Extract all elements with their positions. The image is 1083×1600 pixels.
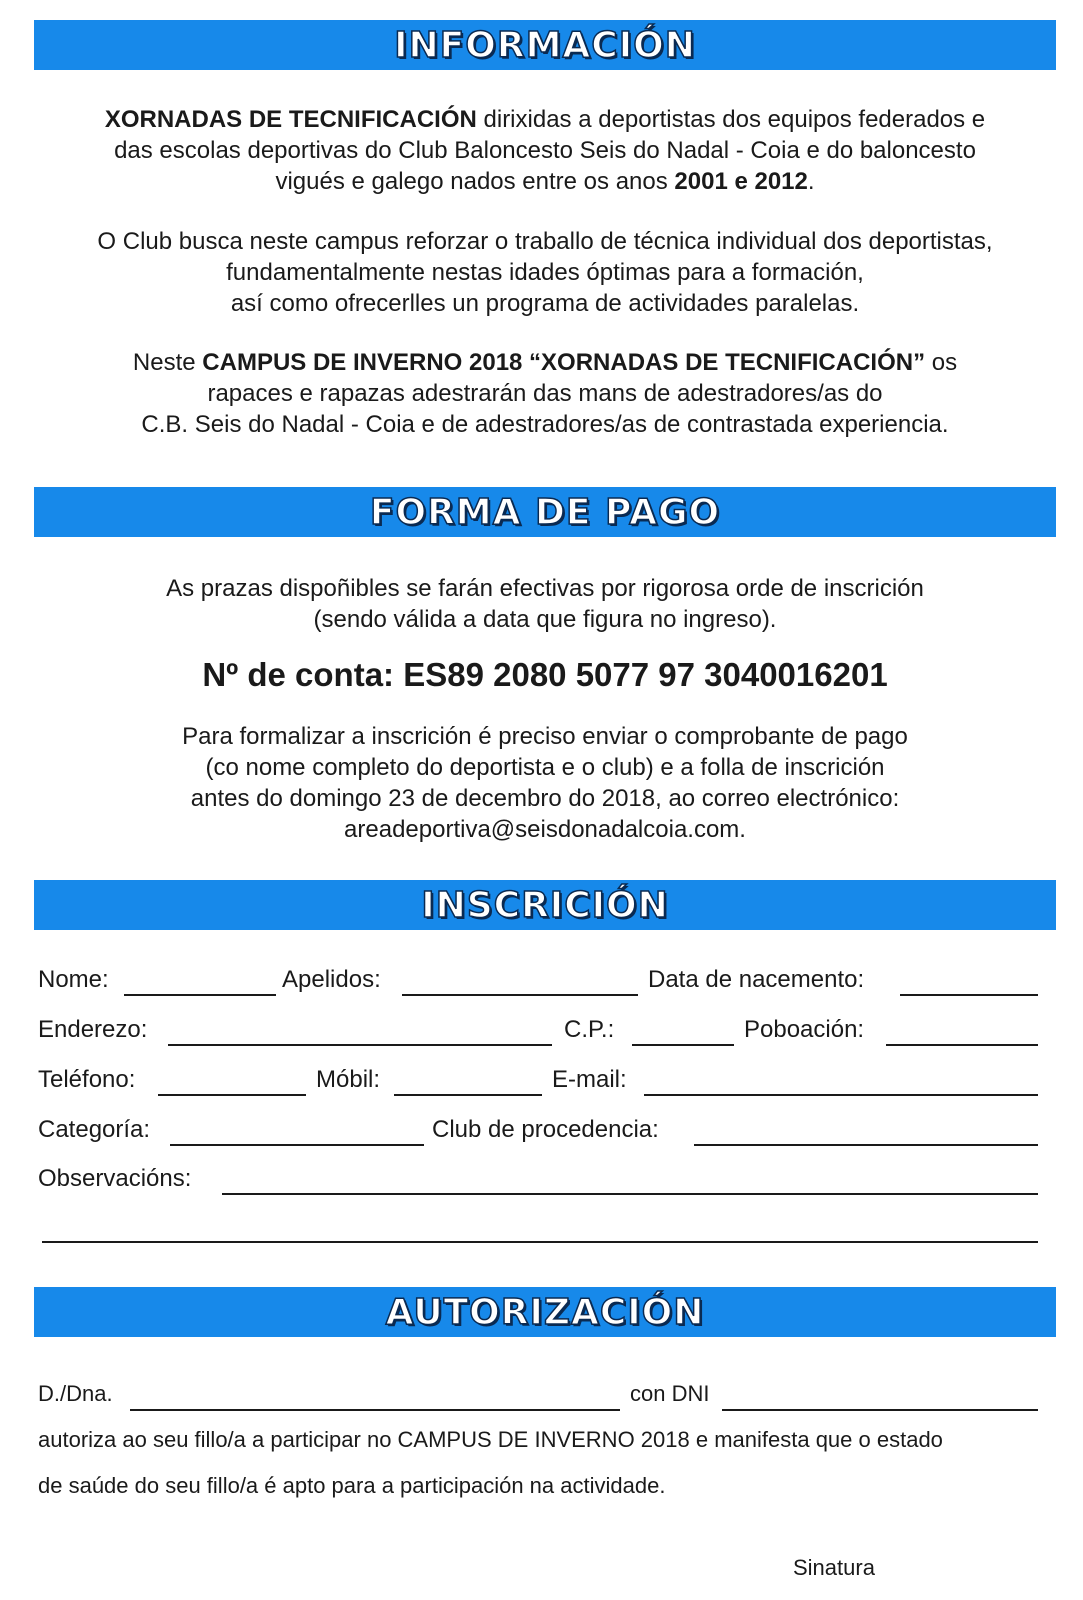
payment-p1-line1: As prazas dispoñibles se farán efectivas por rigorosa orde de inscrición (166, 575, 924, 602)
club-field[interactable] (694, 1144, 1038, 1146)
birth-date-field[interactable] (900, 994, 1038, 996)
contact-email: areadeportiva@seisdonadalcoia.com. (344, 816, 746, 843)
info-paragraph-2 (34, 226, 1056, 319)
info-p1-years: 2001 e 2012 (674, 168, 808, 195)
mobile-field[interactable] (394, 1094, 542, 1096)
info-p3-campus: CAMPUS DE INVERNO 2018 “XORNADAS DE TECNIFICACIÓN” (202, 349, 926, 376)
info-p3-line2: rapaces e rapazas adestrarán das mans de adestradores/as do (207, 380, 883, 407)
town-label: Poboación: (744, 1016, 865, 1043)
info-p1-period: . (807, 168, 815, 195)
form-row-notes (38, 1165, 1040, 1195)
payment-section-header (34, 487, 1056, 537)
payment-paragraph-1 (34, 573, 1056, 635)
surname-label: Apelidos: (282, 966, 381, 993)
form-row-notes-continued (38, 1213, 1040, 1243)
authorization-section-title: AUTORIZACIÓN (385, 1291, 705, 1333)
info-p1-line3: vigués e galego nados entre os anos (275, 168, 675, 195)
notes-label: Observacións: (38, 1165, 192, 1192)
name-field[interactable] (124, 994, 276, 996)
info-section-title: INFORMACIÓN (394, 24, 696, 66)
dni-field[interactable] (722, 1409, 1038, 1411)
info-p3-post: os (925, 349, 958, 376)
info-p2-line3: así como ofrecerlles un programa de actividades paralelas. (230, 290, 860, 317)
payment-section-title: FORMA DE PAGO (369, 491, 721, 533)
payment-p2-line1: Para formalizar a inscrición é preciso enviar o comprobante de pago (182, 723, 908, 750)
address-label: Enderezo: (38, 1016, 148, 1043)
info-p3-pre: Neste (132, 349, 203, 376)
surname-field[interactable] (402, 994, 638, 996)
info-p2-line1: O Club busca neste campus reforzar o traballo de técnica individual dos deportistas, (97, 228, 993, 255)
info-p1-line2: das escolas deportivas do Club Baloncesto Seis do Nadal - Coia e do baloncesto (114, 137, 976, 164)
payment-p2-line2: (co nome completo do deportista e o club) e a folla de inscrición (205, 754, 885, 781)
payment-p1-line2: (sendo válida a data que figura no ingreso). (313, 606, 777, 633)
info-p3-line3: C.B. Seis do Nadal - Coia e de adestradores/as de contrastada experiencia. (141, 411, 949, 438)
form-row-contact (38, 1066, 1040, 1096)
town-field[interactable] (886, 1044, 1038, 1046)
info-p1-line1: dirixidas a deportistas dos equipos federados e (476, 106, 986, 133)
phone-field[interactable] (158, 1094, 306, 1096)
parent-name-field[interactable] (130, 1409, 620, 1411)
mobile-label: Móbil: (316, 1066, 381, 1093)
parent-label: D./Dna. (38, 1381, 113, 1406)
name-label: Nome: (38, 966, 109, 993)
info-p1-bold: XORNADAS DE TECNIFICACIÓN (104, 106, 477, 133)
registration-section-title: INSCRICIÓN (421, 884, 669, 926)
form-row-name (38, 966, 1040, 996)
category-field[interactable] (170, 1144, 424, 1146)
info-p2-line2: fundamentalmente nestas idades óptimas para a formación, (226, 259, 864, 286)
address-field[interactable] (168, 1044, 552, 1046)
info-section-header (34, 20, 1056, 70)
phone-label: Teléfono: (38, 1066, 136, 1093)
info-paragraph-3 (34, 347, 1056, 440)
payment-paragraph-2 (34, 721, 1056, 845)
authorization-text-line1: autoriza ao seu fillo/a a participar no CAMPUS DE INVERNO 2018 e manifesta que o estado (38, 1427, 943, 1452)
club-label: Club de procedencia: (432, 1116, 659, 1143)
notes-field-line-2[interactable] (42, 1241, 1038, 1243)
form-row-club (38, 1116, 1040, 1146)
authorization-section-header (34, 1287, 1056, 1337)
dni-label: con DNI (630, 1381, 710, 1406)
email-label: E-mail: (552, 1066, 627, 1093)
signature-label: Sinatura (793, 1555, 875, 1580)
email-field[interactable] (644, 1094, 1038, 1096)
birth-date-label: Data de nacemento: (648, 966, 865, 993)
bank-account-number: Nº de conta: ES89 2080 5077 97 3040016201 (202, 656, 888, 693)
authorization-text-line2: de saúde do seu fillo/a é apto para a participación na actividade. (38, 1473, 666, 1498)
registration-section-header (34, 880, 1056, 930)
postal-code-field[interactable] (632, 1044, 734, 1046)
postal-code-label: C.P.: (564, 1016, 615, 1043)
info-paragraph-1 (34, 104, 1056, 197)
form-row-address (38, 1016, 1040, 1046)
notes-field[interactable] (222, 1193, 1038, 1195)
category-label: Categoría: (38, 1116, 151, 1143)
payment-p2-line3: antes do domingo 23 de decembro do 2018, ao correo electrónico: (190, 785, 900, 812)
form-row-parent (38, 1381, 1040, 1411)
